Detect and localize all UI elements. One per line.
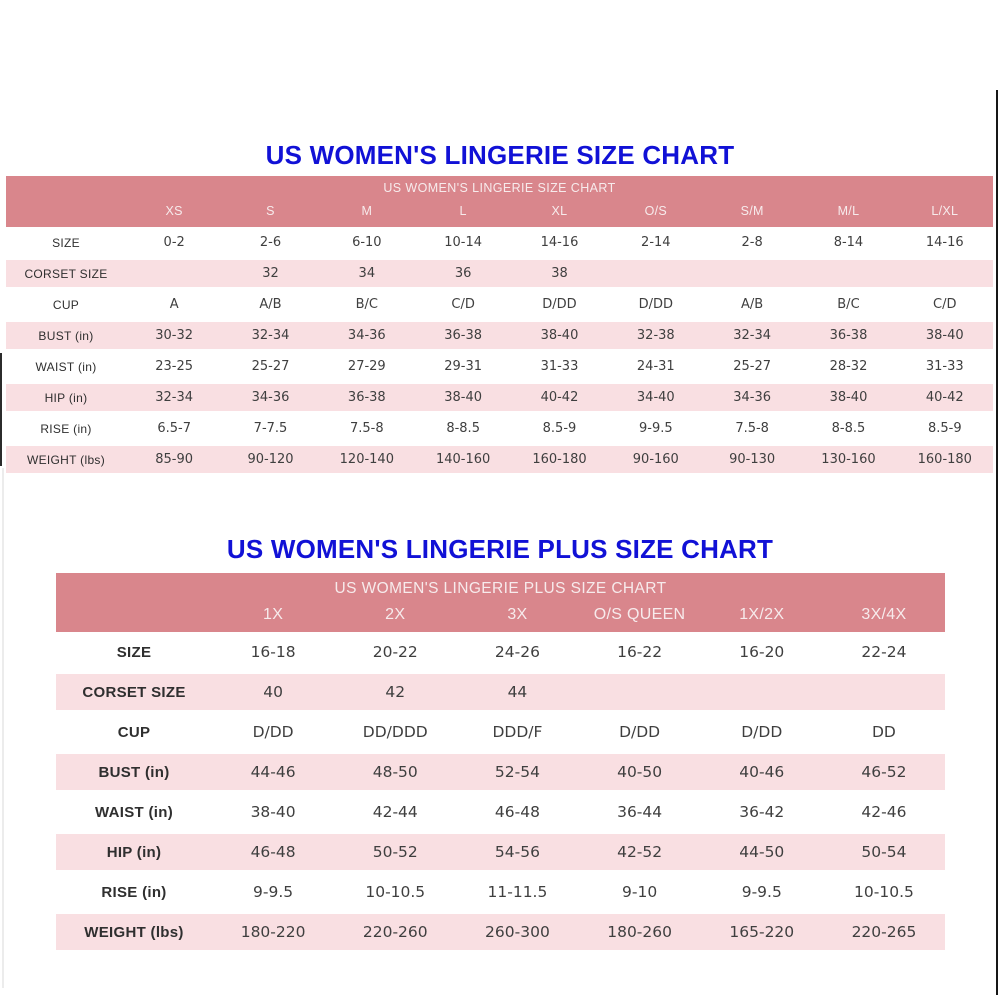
table-cell: 50-54 xyxy=(861,843,907,861)
table-cell: 9-9.5 xyxy=(638,421,673,436)
table-cell: 24-26 xyxy=(494,643,540,661)
table-cell: 8-8.5 xyxy=(831,421,866,436)
table-cell: 38-40 xyxy=(925,328,964,343)
table-column-header-row xyxy=(56,598,945,632)
table-cell: 36-38 xyxy=(347,390,386,405)
table-cell: 8-8.5 xyxy=(446,421,480,436)
table-cell: 34-36 xyxy=(347,328,386,343)
table-cell: 36-44 xyxy=(617,803,663,821)
table-cell: 34 xyxy=(358,266,376,281)
table-cell: 32-34 xyxy=(733,328,772,343)
table-cell: 48-50 xyxy=(372,763,418,781)
table-cell: 260-300 xyxy=(485,923,550,941)
table-cell: 8.5-9 xyxy=(927,421,962,436)
table-cell: C/D xyxy=(451,297,475,312)
table-cell: 160-180 xyxy=(917,452,972,467)
table-cell: 9-9.5 xyxy=(741,883,782,901)
column-header: O/S xyxy=(644,204,668,218)
table-cell: D/DD xyxy=(542,297,577,312)
table-cell: 36-38 xyxy=(829,328,868,343)
scan-artifact-left-line xyxy=(0,353,2,466)
table-cell: 32 xyxy=(262,266,279,281)
table-cell: 2-8 xyxy=(741,235,763,250)
table-cell: 6-10 xyxy=(352,235,382,250)
table-cell: 2-14 xyxy=(641,235,671,250)
table-cell: 31-33 xyxy=(925,359,964,374)
row-label: RISE (in) xyxy=(101,883,167,901)
table-cell: 46-48 xyxy=(250,843,296,861)
table-cell: 34-36 xyxy=(251,390,290,405)
table-cell: 24-31 xyxy=(636,359,675,374)
table-row xyxy=(56,832,945,872)
row-label: HIP (in) xyxy=(44,390,88,405)
column-header: XL xyxy=(551,204,568,218)
table-cell: 6.5-7 xyxy=(157,421,191,436)
column-header: XS xyxy=(165,204,183,218)
table-cell: 40-42 xyxy=(925,390,964,405)
table-cell: 32-38 xyxy=(636,328,675,343)
table-cell: A xyxy=(169,297,179,312)
table-cell: 52-54 xyxy=(494,763,540,781)
table-cell: 38-40 xyxy=(829,390,868,405)
table-cell: 16-22 xyxy=(617,643,663,661)
row-label: CORSET SIZE xyxy=(82,683,186,701)
lingerie-plus-size-table xyxy=(56,573,945,952)
table-cell: 9-9.5 xyxy=(253,883,294,901)
scan-artifact-left-faint-line xyxy=(2,468,4,988)
table-cell: 38 xyxy=(551,266,568,281)
table-cell: 220-260 xyxy=(362,923,428,941)
table-cell: 40 xyxy=(263,683,283,701)
table-row xyxy=(6,227,993,258)
table-cell: 25-27 xyxy=(251,359,290,374)
table-row xyxy=(56,872,945,912)
table-cell: 34-36 xyxy=(733,390,772,405)
table-cell: 34-40 xyxy=(636,390,675,405)
table-cell: D/DD xyxy=(619,723,661,741)
table-cell: 140-160 xyxy=(435,452,491,467)
column-header: S xyxy=(266,204,275,218)
page-title-lingerie-plus-size-chart: US WOMEN'S LINGERIE PLUS SIZE CHART xyxy=(226,534,774,564)
table-cell: 29-31 xyxy=(444,359,483,374)
table-row xyxy=(6,289,993,320)
table-cell: 0-2 xyxy=(163,235,185,250)
table-cell: 38-40 xyxy=(250,803,296,821)
column-header: O/S QUEEN xyxy=(593,606,686,623)
table-cell: 54-56 xyxy=(494,843,540,861)
table-cell: B/C xyxy=(355,297,379,312)
table-cell: A/B xyxy=(259,297,282,312)
table-cell: D/DD xyxy=(252,723,294,741)
table-band-title: US WOMEN'S LINGERIE PLUS SIZE CHART xyxy=(334,580,667,597)
table-cell: D/DD xyxy=(741,723,783,741)
table-cell: 44-46 xyxy=(250,763,296,781)
table-cell: 42-44 xyxy=(372,803,418,821)
table-row xyxy=(6,413,993,444)
table-cell: 38-40 xyxy=(540,328,579,343)
column-header: L/XL xyxy=(931,204,959,218)
table-row xyxy=(56,712,945,752)
table-cell: 85-90 xyxy=(155,452,194,467)
table-cell: 32-34 xyxy=(251,328,290,343)
table-header-band xyxy=(6,176,993,227)
column-header: 3X/4X xyxy=(861,606,907,623)
table-cell: 8.5-9 xyxy=(542,421,577,436)
table-cell: 9-10 xyxy=(622,883,658,901)
table-column-header-row xyxy=(6,195,993,227)
table-row xyxy=(56,752,945,792)
table-cell: 36-38 xyxy=(444,328,483,343)
row-label: WAIST (in) xyxy=(95,803,173,821)
table-row xyxy=(56,912,945,952)
row-label: CUP xyxy=(117,723,151,741)
column-header: 1X/2X xyxy=(739,606,785,623)
column-header: 1X xyxy=(263,606,284,623)
table-cell: 46-52 xyxy=(861,763,907,781)
scan-artifact-right-line xyxy=(996,90,998,995)
table-cell: 90-130 xyxy=(729,452,776,467)
table-cell: 44 xyxy=(507,683,528,701)
table-cell: 23-25 xyxy=(155,359,194,374)
row-label: WAIST (in) xyxy=(35,359,97,374)
table-cell: A/B xyxy=(741,297,764,312)
table-cell: 32-34 xyxy=(155,390,194,405)
row-label: CORSET SIZE xyxy=(24,266,108,281)
table-cell: 31-33 xyxy=(540,359,579,374)
table-cell: 180-260 xyxy=(607,923,672,941)
table-cell: 36 xyxy=(454,266,472,281)
row-label: HIP (in) xyxy=(106,843,162,861)
column-header: L xyxy=(459,204,467,218)
table-cell: 2-6 xyxy=(259,235,282,250)
table-cell: 50-52 xyxy=(372,843,418,861)
table-row xyxy=(6,320,993,351)
table-cell: 28-32 xyxy=(829,359,868,374)
table-cell: 120-140 xyxy=(339,452,394,467)
row-label: SIZE xyxy=(116,643,152,661)
column-header: S/M xyxy=(740,204,764,218)
row-label: SIZE xyxy=(52,235,80,250)
table-cell: 25-27 xyxy=(733,359,772,374)
table-cell: 27-29 xyxy=(347,359,386,374)
table-cell: 90-120 xyxy=(247,452,294,467)
table-cell: 7-7.5 xyxy=(253,421,288,436)
table-cell: 42-52 xyxy=(617,843,663,861)
table-header-band xyxy=(56,573,945,632)
table-band-title: US WOMEN'S LINGERIE SIZE CHART xyxy=(383,181,616,195)
table-cell: 160-180 xyxy=(532,452,587,467)
table-cell: 20-22 xyxy=(372,643,418,661)
table-cell: 42 xyxy=(385,683,406,701)
table-cell: B/C xyxy=(837,297,860,312)
table-row xyxy=(56,792,945,832)
table-cell: 38-40 xyxy=(444,390,483,405)
table-cell: DD xyxy=(872,723,896,741)
column-header: M xyxy=(361,204,373,218)
table-cell: 16-20 xyxy=(739,643,785,661)
table-cell: 7.5-8 xyxy=(735,421,769,436)
column-header: 3X xyxy=(507,606,528,623)
table-cell: D/DD xyxy=(638,297,674,312)
table-cell: 40-42 xyxy=(540,390,579,405)
table-cell: 11-11.5 xyxy=(487,883,548,901)
table-cell: 22-24 xyxy=(861,643,907,661)
table-cell: DDD/F xyxy=(492,723,543,741)
table-row xyxy=(6,351,993,382)
row-label: WEIGHT (lbs) xyxy=(84,923,184,941)
table-cell: 30-32 xyxy=(155,328,194,343)
table-cell: 40-46 xyxy=(739,763,785,781)
table-cell: 10-14 xyxy=(444,235,483,250)
table-cell: 7.5-8 xyxy=(350,421,384,436)
row-label: WEIGHT (lbs) xyxy=(26,452,106,467)
table-cell: 36-42 xyxy=(739,803,785,821)
table-cell: 46-48 xyxy=(494,803,540,821)
page-title-lingerie-size-chart: US WOMEN'S LINGERIE SIZE CHART xyxy=(265,140,735,170)
lingerie-size-table xyxy=(6,176,993,475)
table-row xyxy=(6,382,993,413)
table-cell: 90-160 xyxy=(632,452,679,467)
table-cell: 10-10.5 xyxy=(365,883,426,901)
table-cell: 14-16 xyxy=(540,235,579,250)
table-cell: 130-160 xyxy=(821,452,876,467)
table-cell: 42-46 xyxy=(861,803,907,821)
row-label: RISE (in) xyxy=(40,421,92,436)
column-header: M/L xyxy=(837,204,860,218)
table-cell: 220-265 xyxy=(851,923,917,941)
column-header: 2X xyxy=(385,606,406,623)
table-cell: C/D xyxy=(933,297,957,312)
table-cell: 165-220 xyxy=(729,923,795,941)
table-cell: 14-16 xyxy=(925,235,964,250)
table-cell: 10-10.5 xyxy=(854,883,914,901)
row-label: CUP xyxy=(52,297,80,312)
row-label: BUST (in) xyxy=(38,328,94,343)
table-cell: 8-14 xyxy=(833,235,864,250)
table-row xyxy=(6,444,993,475)
table-cell: 180-220 xyxy=(240,923,306,941)
row-label: BUST (in) xyxy=(98,763,170,781)
table-row xyxy=(56,672,945,712)
table-cell: DD/DDD xyxy=(362,723,428,741)
table-cell: 40-50 xyxy=(617,763,663,781)
table-cell: 16-18 xyxy=(250,643,296,661)
table-row xyxy=(56,632,945,672)
table-cell: 44-50 xyxy=(739,843,785,861)
table-row xyxy=(6,258,993,289)
